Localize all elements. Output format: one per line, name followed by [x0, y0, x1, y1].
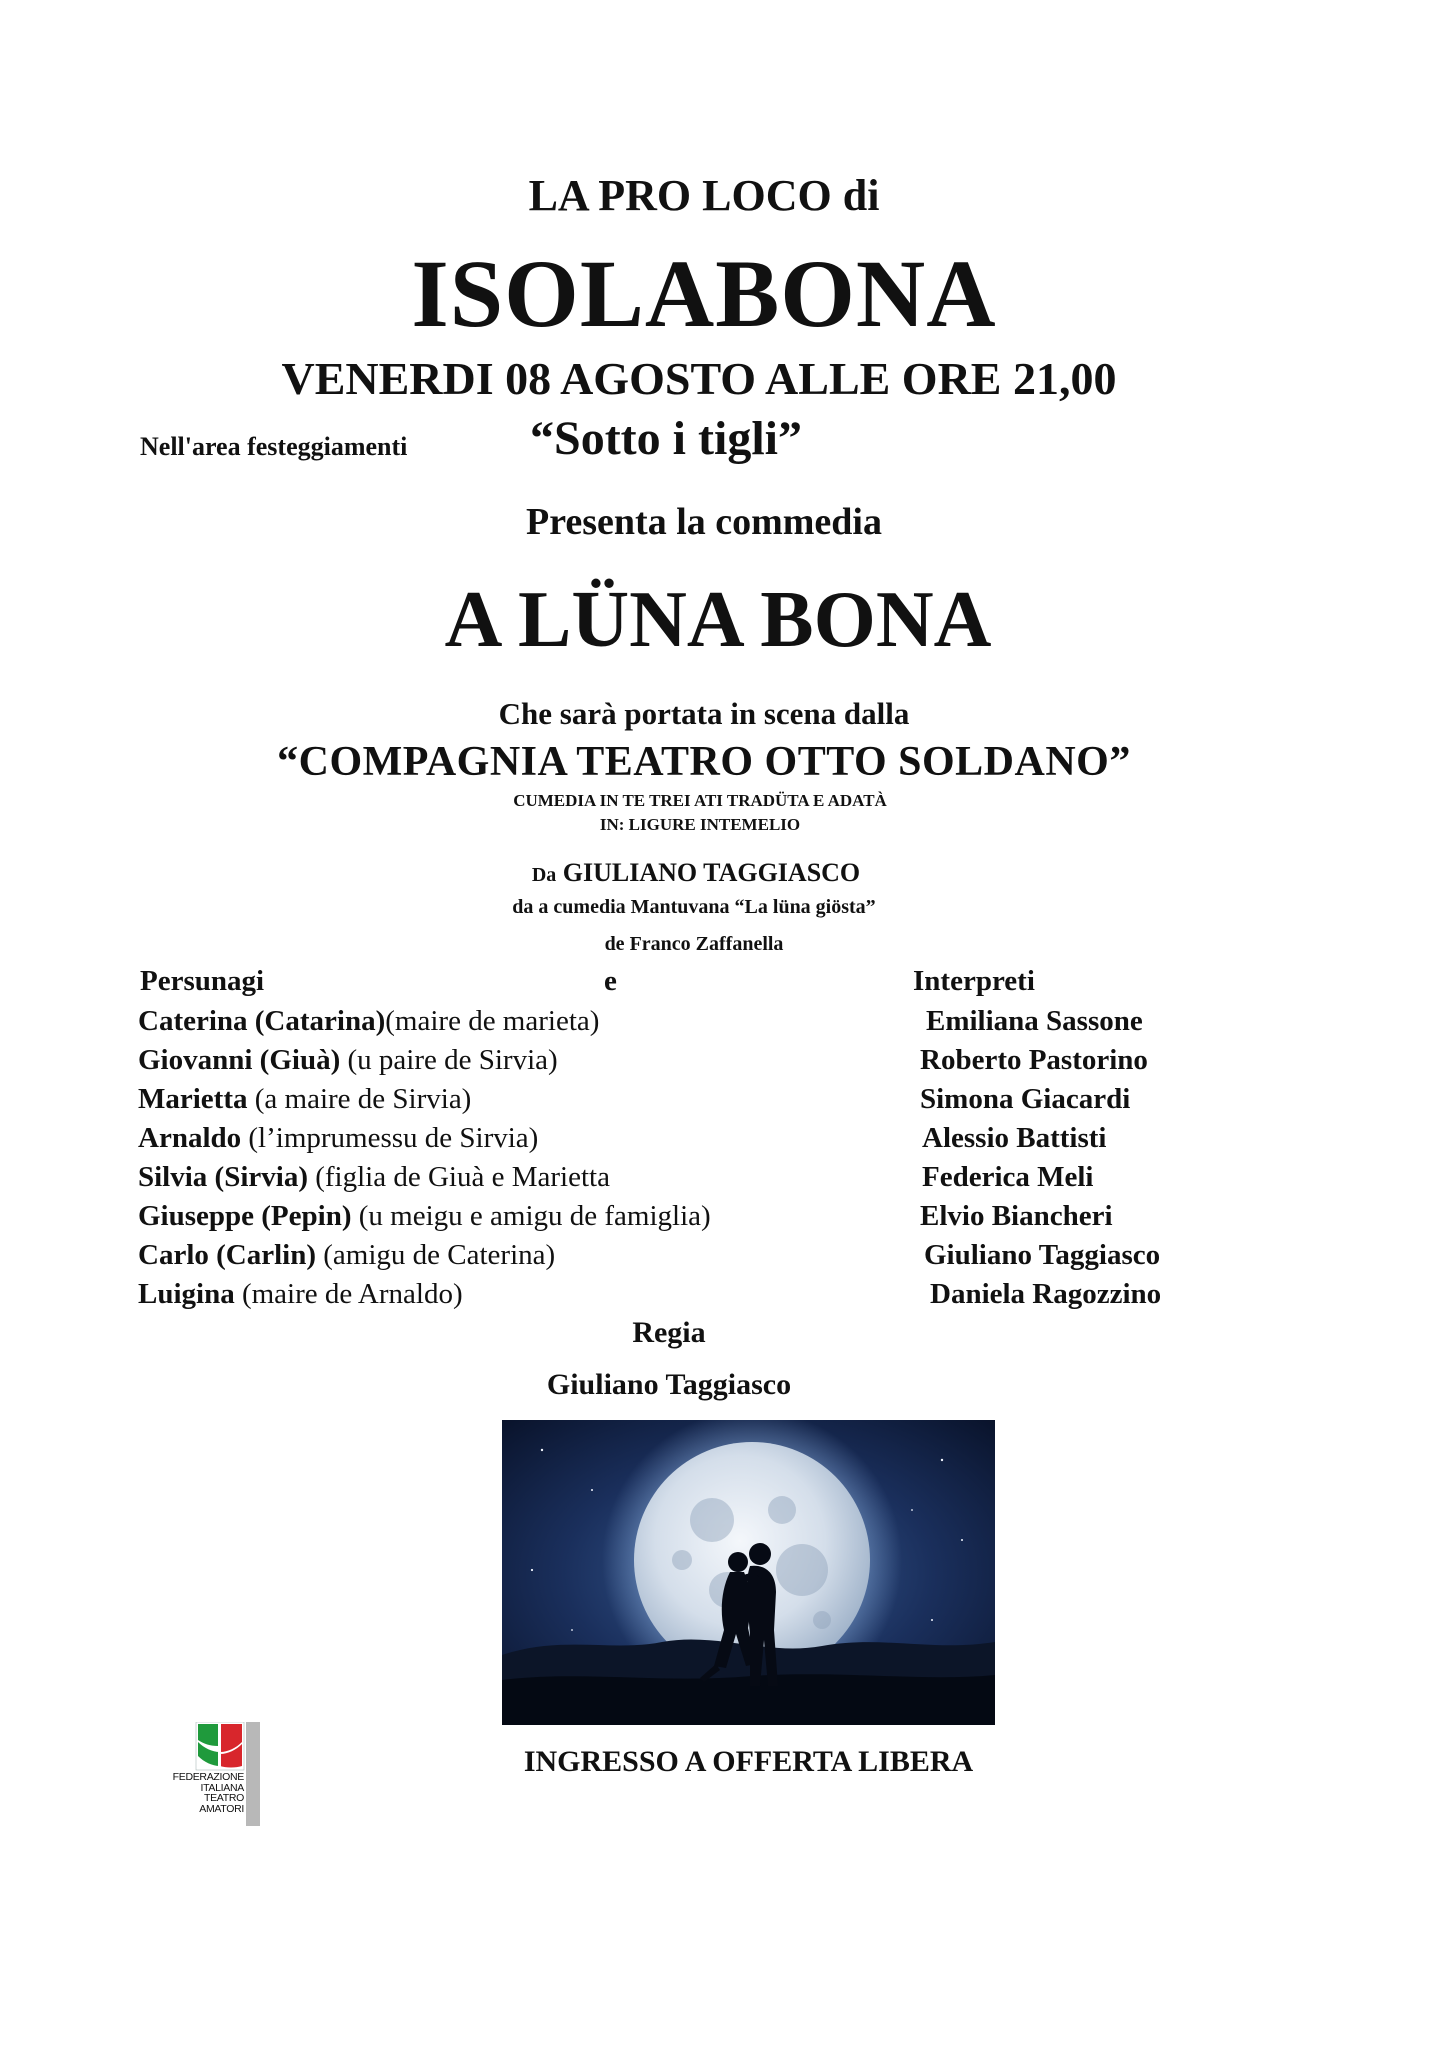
cast-row: [0, 1161, 1448, 1200]
company-name: “COMPAGNIA TEATRO OTTO SOLDANO”: [277, 739, 1131, 785]
cast-header-actors: Interpreti: [913, 965, 1035, 997]
character-name: Caterina (Catarina): [138, 1005, 386, 1037]
character-name: Giuseppe (Pepin): [138, 1200, 352, 1232]
actor-name: Giuliano Taggiasco: [924, 1239, 1161, 1271]
moon-illustration: [502, 1420, 995, 1725]
play-title: A LÜNA BONA: [444, 576, 992, 664]
author-line: [0, 858, 1420, 888]
actor-name: Elvio Biancheri: [920, 1200, 1113, 1232]
cast-row: [0, 1200, 1448, 1239]
cast-header-characters: Persunagi: [140, 965, 265, 997]
author-name: GIULIANO TAGGIASCO: [562, 858, 861, 887]
cast-header-and: e: [604, 965, 617, 997]
actor-name: Emiliana Sassone: [926, 1005, 1143, 1037]
character-description: (u paire de Sirvia): [340, 1044, 558, 1076]
character-description: (figlia de Giuà e Marietta: [307, 1161, 610, 1193]
character-name: Giovanni (Giuà): [138, 1044, 341, 1076]
cast-row: [0, 1122, 1448, 1161]
dialect-note-line-2: IN: LIGURE INTEMELIO: [599, 815, 801, 834]
character: [138, 1122, 538, 1155]
character: [138, 1083, 471, 1116]
character-name: Silvia (Sirvia): [138, 1161, 308, 1193]
character-name: Marietta: [138, 1083, 248, 1115]
logo-line-2: ITALIANA: [200, 1781, 244, 1794]
character-name: Luigina: [138, 1278, 235, 1310]
presents-line: Presenta la commedia: [526, 501, 882, 543]
staged-by-line: Che sarà portata in scena dalla: [498, 696, 910, 731]
character: [138, 1200, 711, 1233]
character: [138, 1239, 555, 1272]
character-description: (u meigu e amigu de famiglia): [351, 1200, 711, 1232]
character: [138, 1005, 599, 1038]
town-title: ISOLABONA: [411, 240, 997, 347]
character-description: (amigu de Caterina): [316, 1239, 556, 1271]
logo-line-1: FEDERAZIONE: [172, 1771, 244, 1783]
cast-row: [0, 1005, 1448, 1044]
dialect-note-line-1: CUMEDIA IN TE TREI ATI TRADÜTA E ADATÀ: [513, 791, 887, 810]
organizer-line: LA PRO LOCO di: [528, 171, 880, 220]
director-name: Giuliano Taggiasco: [546, 1368, 792, 1401]
cast-row: [0, 1278, 1448, 1317]
actor-name: Daniela Ragozzino: [930, 1278, 1162, 1310]
author-prefix: Da: [531, 864, 557, 886]
cast-row: [0, 1083, 1448, 1122]
character: [138, 1161, 610, 1194]
cast-row: [0, 1239, 1448, 1278]
actor-name: Alessio Battisti: [922, 1122, 1107, 1154]
character: [138, 1044, 558, 1077]
character-description: (maire de Arnaldo): [234, 1278, 463, 1310]
character-name: Arnaldo: [138, 1122, 242, 1154]
venue-label: Nell'area festeggiamenti: [140, 432, 408, 461]
character-description: (a maire de Sirvia): [247, 1083, 472, 1115]
venue-name: “Sotto i tigli”: [530, 412, 802, 465]
moon-couple-image: [502, 1420, 995, 1725]
actor-name: Federica Meli: [922, 1161, 1094, 1193]
logo-line-3: TEATRO: [203, 1792, 244, 1804]
entry-notice: INGRESSO A OFFERTA LIBERA: [523, 1745, 974, 1778]
character-description: (maire de marieta): [385, 1005, 600, 1037]
character-name: Carlo (Carlin): [138, 1239, 316, 1271]
character-description: (l’imprumessu de Sirvia): [241, 1122, 539, 1154]
date-time-line: VENERDI 08 AGOSTO ALLE ORE 21,00: [281, 353, 1117, 404]
cast-row: [0, 1044, 1448, 1083]
actor-name: Simona Giacardi: [920, 1083, 1131, 1115]
original-author-line: de Franco Zaffanella: [604, 933, 784, 955]
actor-name: Roberto Pastorino: [920, 1044, 1148, 1076]
based-on-line: da a cumedia Mantuvana “La lüna giösta”: [512, 896, 876, 918]
direction-label: Regia: [632, 1316, 706, 1349]
character: [138, 1278, 463, 1311]
logo-line-4: AMATORI: [199, 1802, 244, 1815]
